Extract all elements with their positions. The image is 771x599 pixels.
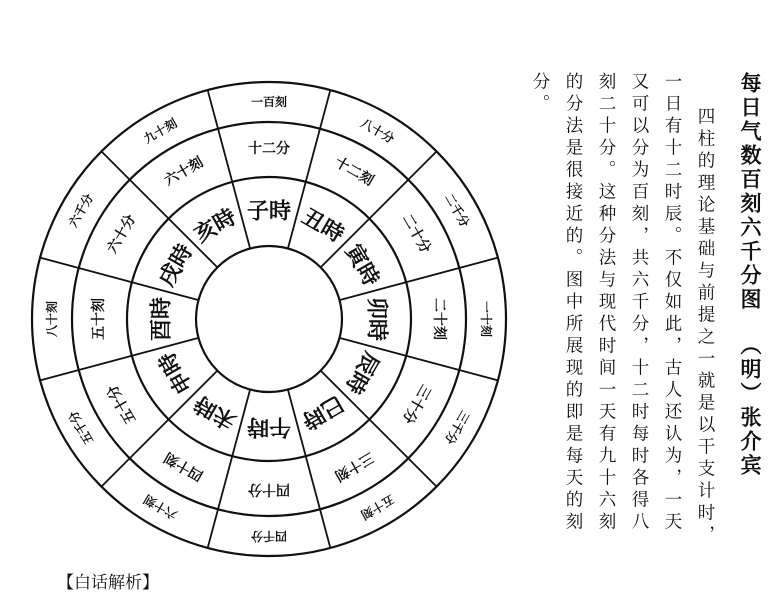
minute-label: 三千分	[441, 408, 472, 447]
minute-label: 六十刻	[141, 491, 180, 522]
quarter-label: 六十分	[104, 211, 140, 257]
page-title	[735, 72, 765, 492]
inner-ring	[196, 246, 342, 392]
hour-label: 戌時	[154, 240, 199, 291]
quarter-label: 二十分	[398, 211, 434, 257]
hour-label: 寅時	[339, 240, 384, 291]
minute-label: 五千分	[66, 408, 97, 447]
minute-label: 四千分	[250, 529, 288, 543]
minute-label: 一十刻	[479, 300, 493, 338]
quarter-label: 四十分	[248, 481, 290, 497]
quarter-label: 十二刻	[331, 154, 377, 190]
minute-label: 二千分	[441, 191, 472, 230]
quarter-label: 三十分	[398, 381, 434, 427]
hour-label: 巳時	[297, 389, 348, 434]
hour-label: 丑時	[297, 204, 348, 249]
hour-label: 子時	[246, 199, 292, 225]
minute-label: 九十刻	[141, 116, 180, 147]
minute-label: 六千分	[66, 191, 97, 230]
minute-label: 八十分	[358, 116, 397, 147]
sector-dividers	[40, 90, 498, 548]
minute-label: 五十刻	[358, 491, 397, 522]
author-credit: （明）张介宾	[738, 334, 762, 478]
hour-label: 未時	[190, 389, 241, 434]
hour-label: 辰時	[339, 347, 384, 398]
quarter-label: 三十刻	[331, 448, 377, 484]
quarter-label: 五十刻	[91, 298, 107, 340]
hour-label: 申時	[154, 347, 199, 398]
hour-label: 午時	[246, 413, 292, 439]
quarter-label: 四十刻	[161, 448, 207, 484]
hour-label: 亥時	[190, 204, 241, 249]
quarter-label: 五十分	[104, 381, 140, 427]
twelve-hour-diagram	[14, 74, 524, 564]
minute-label: 八十刻	[45, 300, 59, 338]
quarter-label: 十二分	[248, 141, 290, 157]
section-label: 【白话解析】	[57, 573, 159, 593]
hour-label: 卯時	[363, 296, 389, 342]
quarter-label: 六十刻	[161, 154, 207, 190]
body-paragraph: 四柱的理论基础与前提之一就是以干支计时，一日有十二时辰。不仅如此，古人还认为，一天又可以分为百刻，共六千分，十二时每时各得八刻二十分。这种分法与现代时间一天有九十六刻的分法是很接近的。图中所展现的即是每天的刻分。	[530, 72, 715, 547]
quarter-label: 二十刻	[431, 298, 447, 340]
minute-label: 一百刻	[250, 95, 288, 109]
text-column	[530, 72, 765, 547]
title-text: 每日气数百刻六千分图	[738, 72, 762, 312]
hour-label: 酉時	[149, 296, 175, 342]
